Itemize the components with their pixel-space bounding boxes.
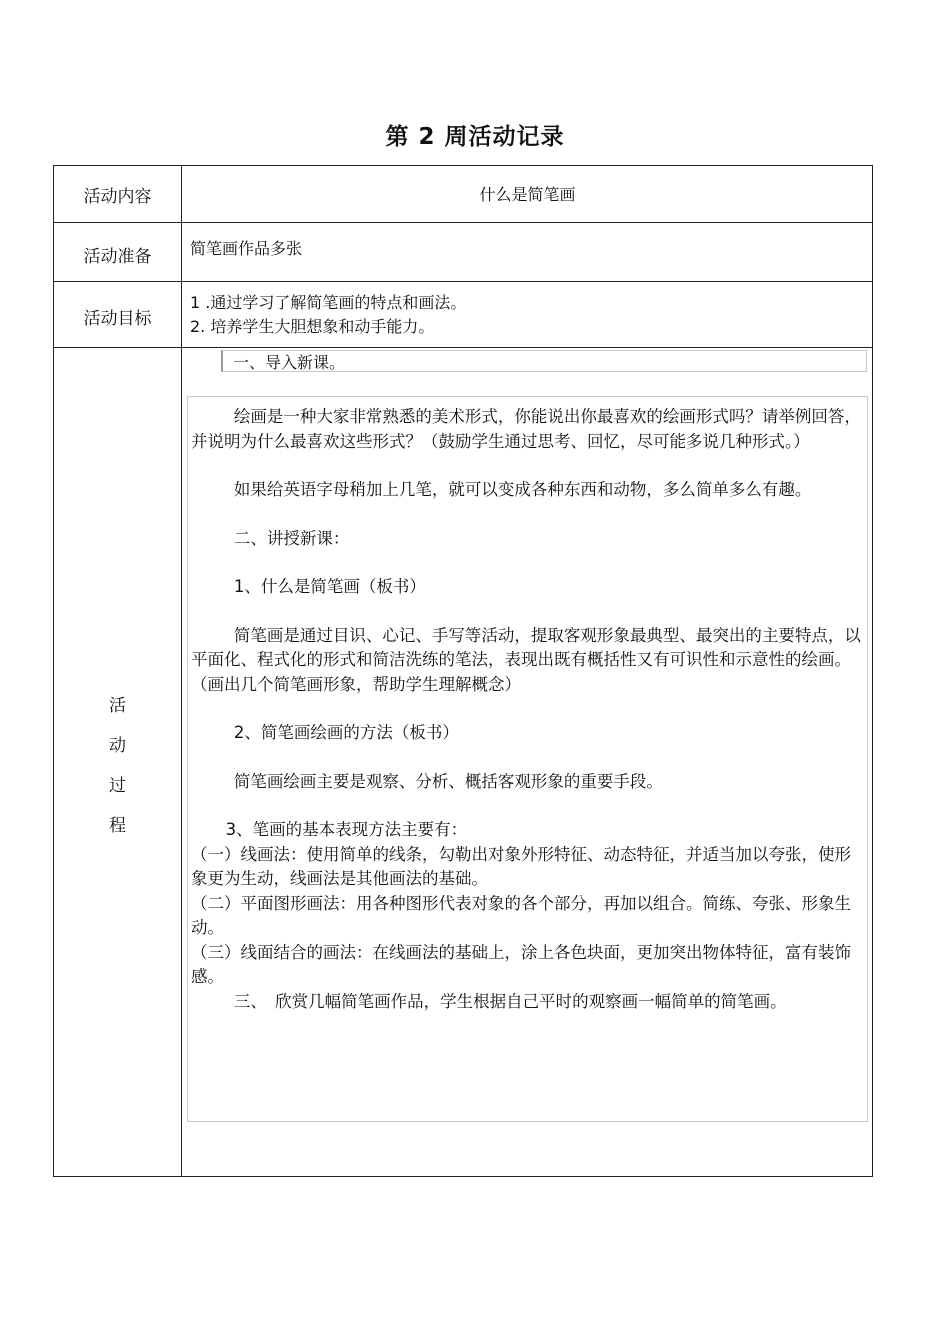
- goal-item: 1 .通过学习了解简笔画的特点和画法。: [190, 293, 467, 312]
- method-item: （三）线面结合的画法：在线画法的基础上，涂上各色块面，更加突出物体特征，富有装饰感。: [191, 942, 851, 986]
- page-title: 第 2 周活动记录: [385, 124, 565, 150]
- prep-value: 简笔画作品多张: [190, 239, 303, 258]
- intro-heading: 一、导入新课。: [233, 353, 346, 372]
- goal-label: 活动目标: [83, 309, 152, 329]
- activity-record-table: [53, 165, 873, 1177]
- row-preparation: [54, 223, 872, 282]
- prep-label: 活动准备: [83, 247, 152, 267]
- goal-list: [190, 291, 466, 339]
- method-item: （二）平面图形画法：用各种图形代表对象的各个部分，再加以组合。简练、夸张、形象生动。: [191, 893, 851, 937]
- content-value: 什么是简笔画: [479, 185, 576, 204]
- process-label: 活 动 过 程: [109, 696, 126, 836]
- paragraph: 如果给英语字母稍加上几笔，就可以变成各种东西和动物，多么简单多么有趣。: [233, 480, 812, 499]
- intro-textbox: [221, 350, 867, 372]
- section-heading: 二、讲授新课：: [233, 528, 350, 548]
- goal-item: 2. 培养学生大胆想象和动手能力。: [190, 317, 435, 336]
- paragraph: 三、 欣赏几幅简笔画作品，学生根据自己平时的观察画一幅简单的简笔画。: [233, 991, 787, 1011]
- row-goals: [54, 282, 872, 348]
- subsection-heading: 2、简笔画绘画的方法（板书）: [233, 723, 459, 742]
- process-textbox: [187, 396, 868, 1122]
- paragraph: 绘画是一种大家非常熟悉的美术形式，你能说出你最喜欢的绘画形式吗？请举例回答，并说明为什么最喜欢这些形式？（鼓励学生通过思考、回忆，尽可能多说几种形式。）: [191, 407, 861, 451]
- subsection-heading: 3、笔画的基本表现方法主要有：: [225, 820, 468, 839]
- paragraph: 简笔画绘画主要是观察、分析、概括客观形象的重要手段。: [233, 771, 663, 791]
- process-content: [191, 397, 867, 1014]
- subsection-heading: 1、什么是简笔画（板书）: [233, 577, 426, 596]
- content-label: 活动内容: [83, 187, 152, 207]
- row-content: [54, 166, 872, 223]
- paragraph: 简笔画是通过目识、心记、手写等活动，提取客观形象最典型、最突出的主要特点，以平面化、程式化的形式和简洁洗练的笔法，表现出既有概括性又有可识性和示意性的绘画。（画出几个简笔画形象，帮助学生理解概念）: [191, 625, 861, 694]
- method-item: （一）线画法：使用简单的线条，勾勒出对象外形特征、动态特征，并适当加以夸张，使形象更为生动，线画法是其他画法的基础。: [191, 844, 851, 888]
